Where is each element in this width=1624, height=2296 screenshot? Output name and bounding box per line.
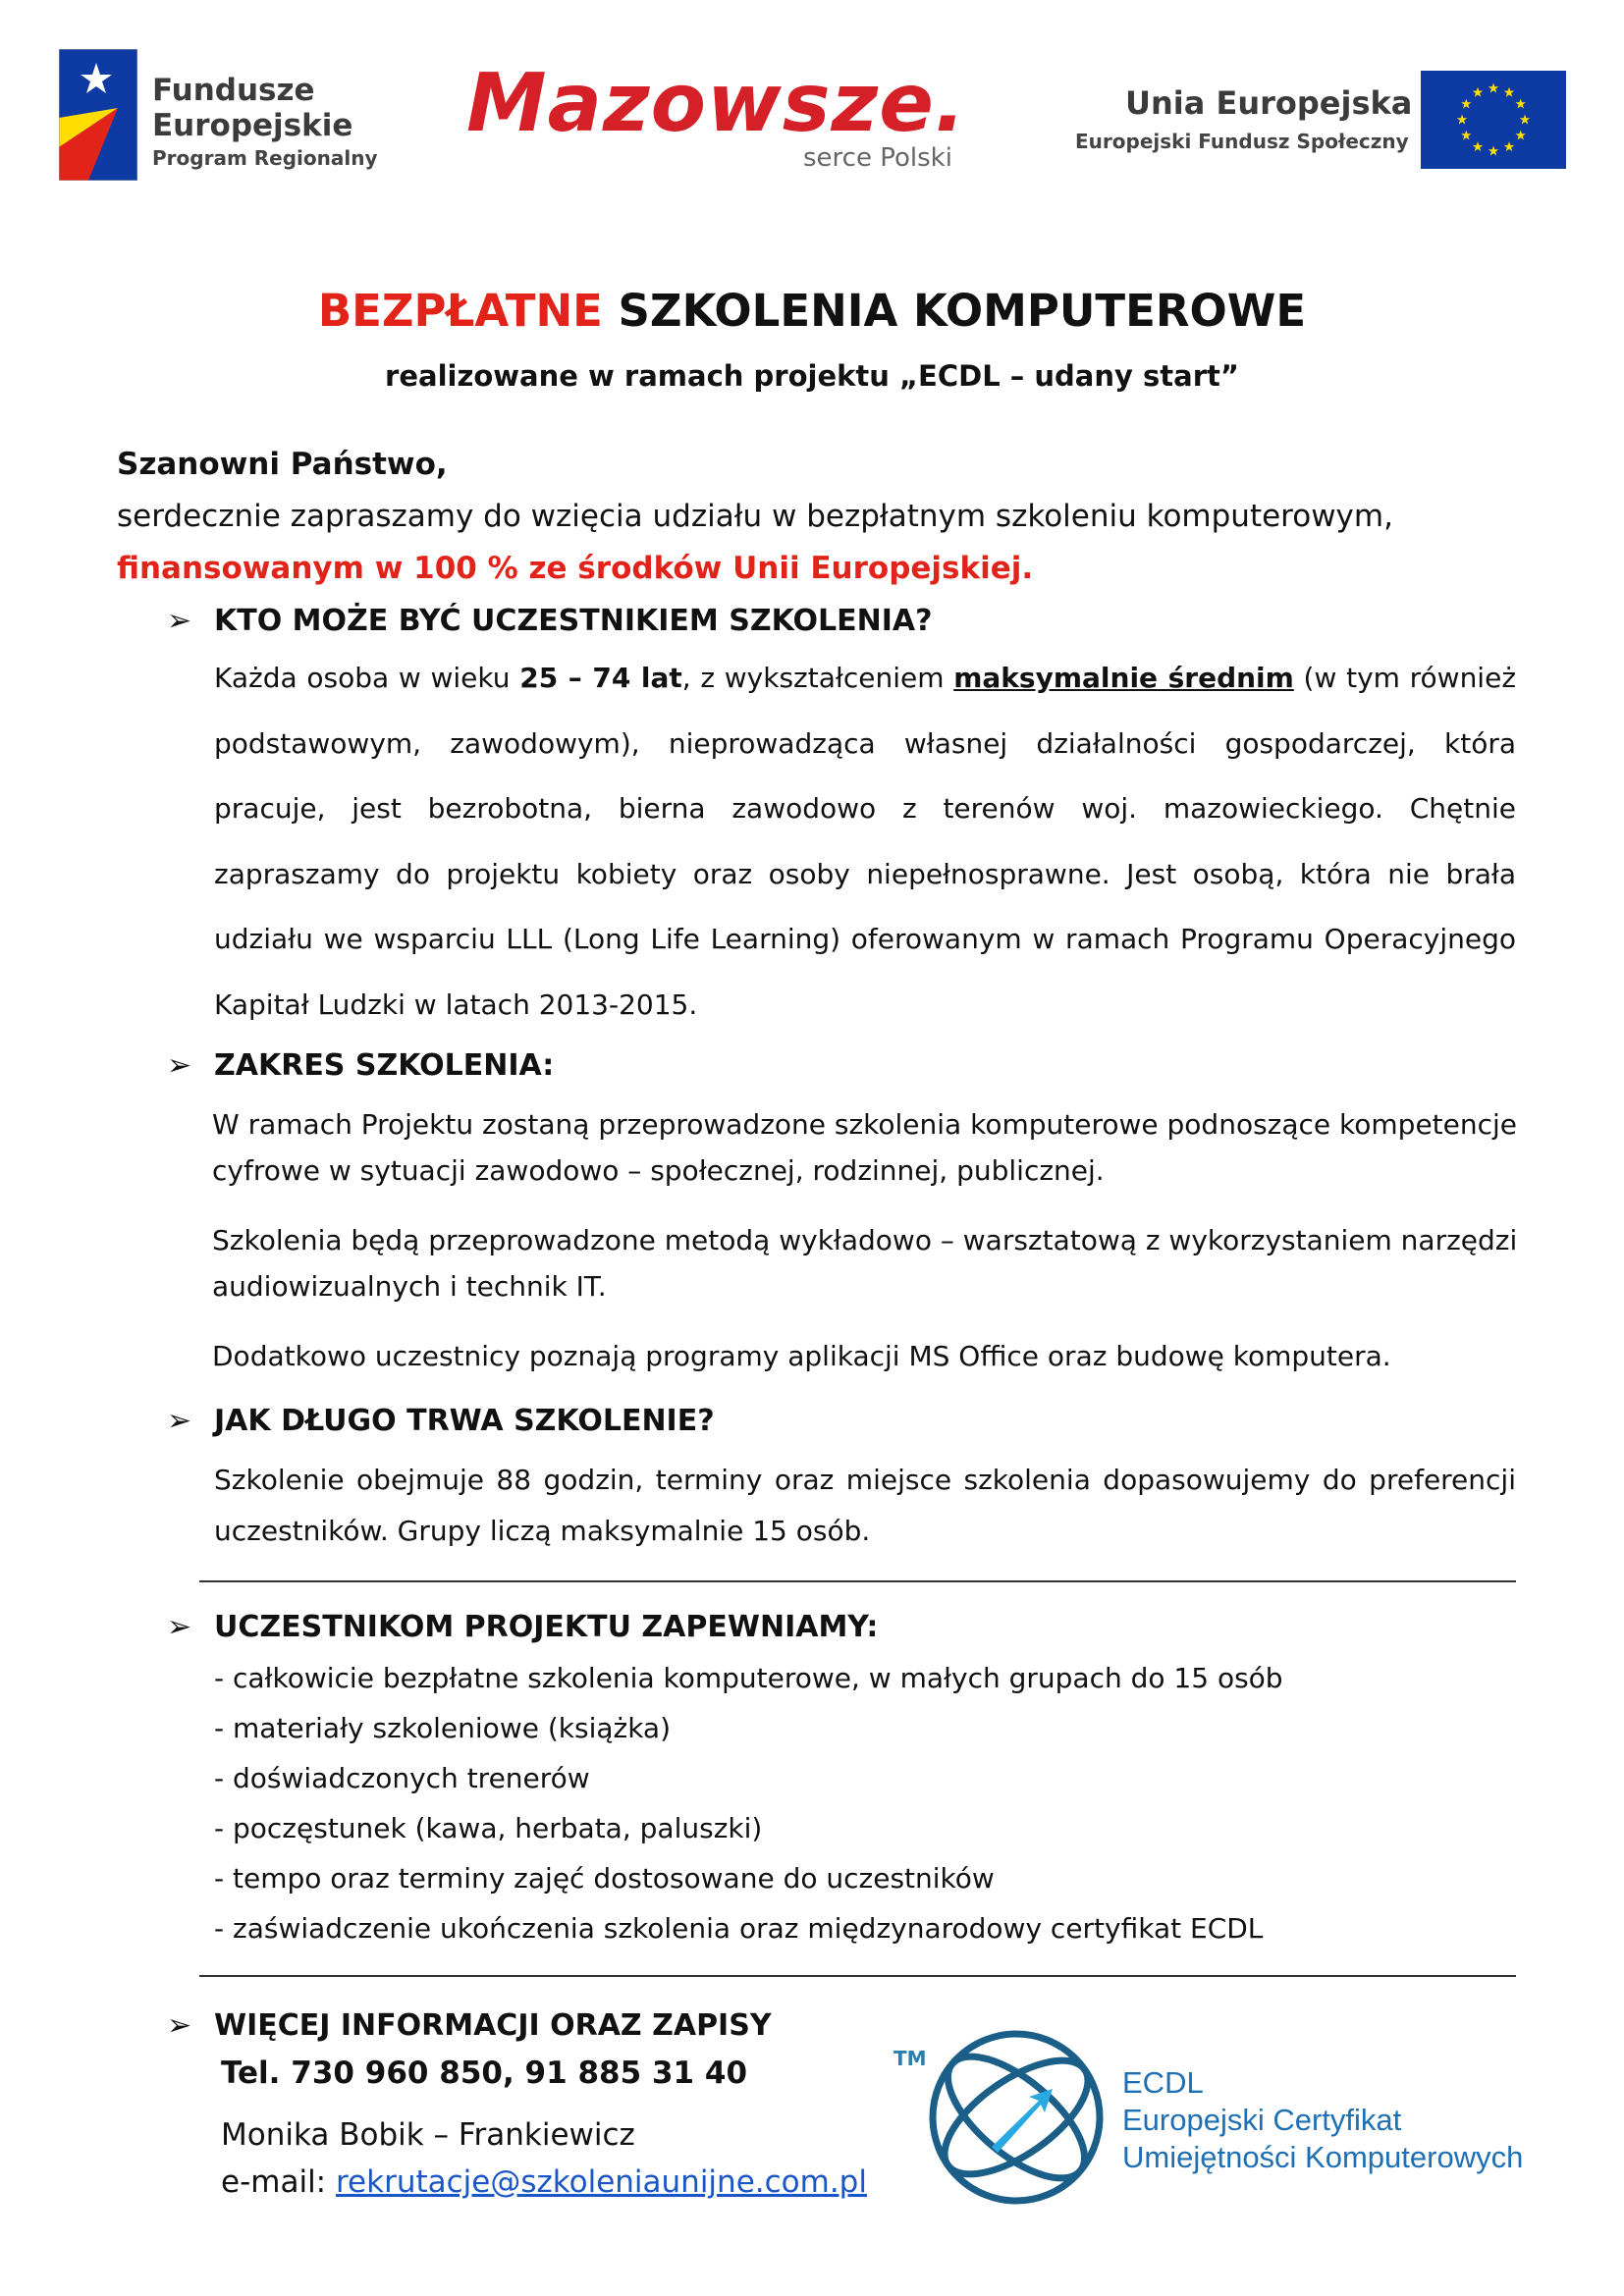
- ecdl-tm: TM: [893, 2047, 927, 2070]
- section2-paragraph3: Dodatkowo uczestnicy poznają programy aplikacji MS Office oraz budowę komputera.: [212, 1340, 1391, 1372]
- section1-heading: [167, 604, 932, 638]
- arrow-bullet-icon: ➢: [167, 604, 192, 638]
- ecdl-line2: Europejski Certyfikat: [1122, 2103, 1402, 2137]
- ue-sub: Europejski Fundusz Społeczny: [1075, 130, 1409, 153]
- contact-name: Monika Bobik – Frankiewicz: [221, 2117, 635, 2153]
- list-item: - całkowicie bezpłatne szkolenia komputerowe, w małych grupach do 15 osób: [214, 1662, 1283, 1694]
- section1-heading-text: KTO MOŻE BYĆ UCZESTNIKIEM SZKOLENIA?: [214, 604, 933, 638]
- section2-heading: [167, 1048, 554, 1083]
- contact-email-row: [221, 2164, 867, 2200]
- contact-phone: Tel. 730 960 850, 91 885 31 40: [221, 2056, 748, 2091]
- s1-education-level: maksymalnie średnim: [953, 662, 1294, 694]
- section3-heading: [167, 1404, 715, 1438]
- list-item: - materiały szkoleniowe (książka): [214, 1712, 672, 1744]
- section5-heading: [167, 2008, 772, 2043]
- list-item: - poczęstunek (kawa, herbata, paluszki): [214, 1812, 763, 1844]
- s1-text-e: (w tym również podstawowym, zawodowym), nieprowadząca własnej działalności gospodarczej, która pracuje, jest bezrobotna, bierna zawodowo z terenów woj. mazowieckiego. Chętnie zapraszamy do projektu kobiety oraz osoby niepełnosprawne. Jest osobą, która nie brała udziału we wsparciu LLL (Long Life Learning) oferowanym w ramach Programu Operacyjnego Kapitał Ludzki w latach 2013-2015.: [214, 662, 1517, 1021]
- arrow-bullet-icon: ➢: [167, 1610, 192, 1644]
- fe-line2: Europejskie: [152, 108, 353, 143]
- section2-paragraph1: W ramach Projektu zostaną przeprowadzone szkolenia komputerowe podnoszące kompetencje cyfrowe w sytuacji zawodowo – społecznej, rodzinnej, publicznej.: [212, 1108, 1518, 1187]
- section1-paragraph: [214, 646, 1516, 1038]
- ecdl-line3: Umiejętności Komputerowych: [1122, 2140, 1524, 2174]
- fundusze-europejskie-logo: [59, 49, 137, 181]
- section2-paragraph2: Szkolenia będą przeprowadzone metodą wykładowo – warsztatową z wykorzystaniem narzędzi audiowizualnych i technik IT.: [212, 1224, 1518, 1303]
- section4-heading: [167, 1610, 878, 1644]
- ecdl-line1: ECDL: [1122, 2065, 1204, 2100]
- mazowsze-logo-sub: serce Polski: [803, 143, 952, 173]
- intro-red-text: finansowanym w 100 % ze środków Unii Europejskiej.: [117, 551, 1034, 586]
- fe-line1: Fundusze: [152, 73, 315, 108]
- title-black: SZKOLENIA KOMPUTEROWE: [602, 285, 1307, 337]
- s1-age-range: 25 – 74 lat: [519, 662, 682, 694]
- intro-text: serdecznie zapraszamy do wzięcia udziału w bezpłatnym szkoleniu komputerowym,: [117, 499, 1393, 534]
- greeting: Szanowni Państwo,: [117, 447, 448, 482]
- ecdl-globe-icon: [923, 2024, 1110, 2211]
- email-label: e-mail:: [221, 2164, 336, 2200]
- list-item: - zaświadczenie ukończenia szkolenia oraz międzynarodowy certyfikat ECDL: [214, 1912, 1264, 1945]
- list-item: - tempo oraz terminy zajęć dostosowane do uczestników: [214, 1862, 995, 1895]
- ecdl-text: [1122, 2064, 1523, 2176]
- arrow-bullet-icon: ➢: [167, 1404, 192, 1438]
- list-item: - doświadczonych trenerów: [214, 1762, 590, 1794]
- fe-line3: Program Regionalny: [152, 146, 378, 170]
- arrow-bullet-icon: ➢: [167, 2008, 192, 2043]
- title-red: BEZPŁATNE: [317, 285, 603, 337]
- eu-flag-icon: [1421, 71, 1566, 169]
- divider-line: [199, 1975, 1516, 1977]
- section2-heading-text: ZAKRES SZKOLENIA:: [214, 1048, 555, 1083]
- page-subtitle: realizowane w ramach projektu „ECDL – udany start”: [385, 359, 1239, 393]
- s1-text-c: , z wykształceniem: [681, 662, 954, 694]
- fundusze-europejskie-text: [152, 73, 377, 173]
- ue-title: Unia Europejska: [1125, 84, 1413, 122]
- section3-heading-text: JAK DŁUGO TRWA SZKOLENIE?: [214, 1404, 715, 1438]
- divider-line: [199, 1580, 1516, 1582]
- arrow-bullet-icon: ➢: [167, 1048, 192, 1083]
- section5-heading-text: WIĘCEJ INFORMACJI ORAZ ZAPISY: [214, 2008, 772, 2043]
- mazowsze-logo-word: Mazowsze.: [466, 57, 967, 150]
- section3-paragraph: Szkolenie obejmuje 88 godzin, terminy oraz miejsce szkolenia dopasowujemy do preferencji uczestników. Grupy liczą maksymalnie 15 osób.: [214, 1464, 1516, 1547]
- s1-text-a: Każda osoba w wieku: [214, 662, 520, 694]
- section4-heading-text: UCZESTNIKOM PROJEKTU ZAPEWNIAMY:: [214, 1610, 879, 1644]
- email-link[interactable]: rekrutacje@szkoleniaunijne.com.pl: [335, 2164, 867, 2200]
- page-title: [0, 285, 1624, 337]
